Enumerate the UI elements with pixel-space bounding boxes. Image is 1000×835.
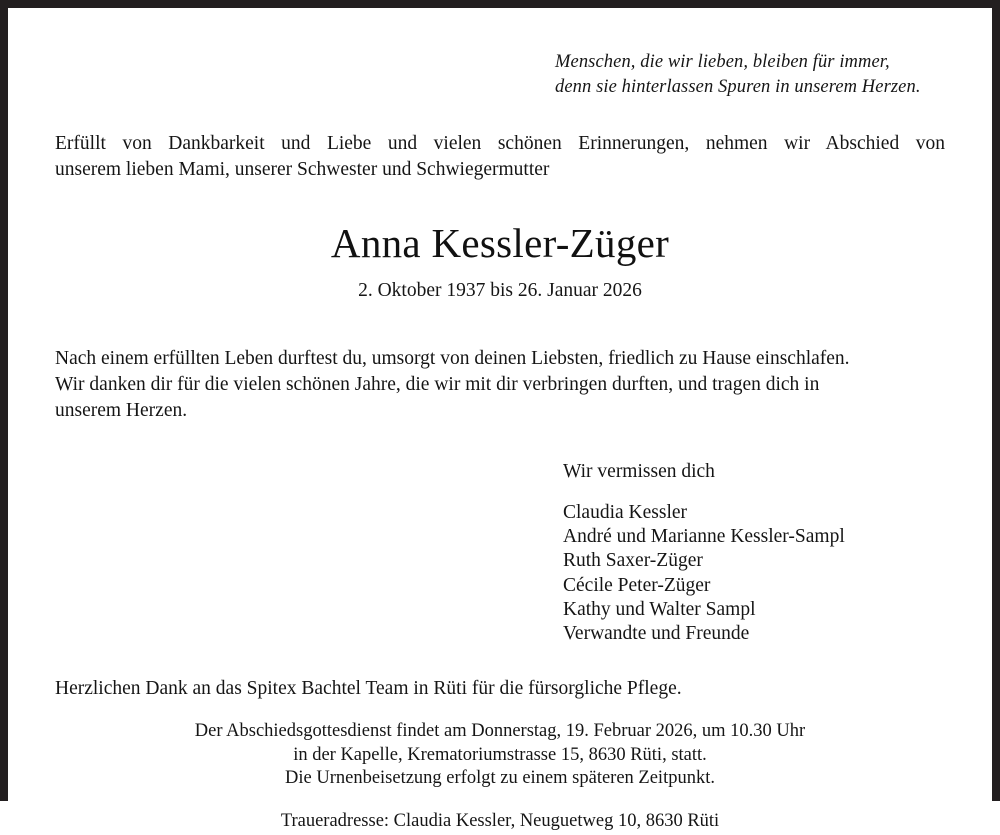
epigraph-line-2: denn sie hinterlassen Spuren in unserem Herzen. (555, 77, 921, 97)
service-line-3: Die Urnenbeisetzung erfolgt zu einem späteren Zeitpunkt. (285, 768, 715, 789)
mourning-address: Traueradresse: Claudia Kessler, Neuguetweg 10, 8630 Rüti (280, 810, 720, 831)
service-details (55, 720, 945, 791)
family-block (55, 460, 945, 646)
epigraph (55, 50, 945, 100)
deceased-name-block (55, 220, 945, 303)
remembrance-line-2: Wir danken dir für die vielen schönen Jahre, die wir mit dir verbringen durften, und tragen dich in (55, 374, 820, 395)
remembrance-line-3: unserem Herzen. (55, 400, 188, 421)
deceased-name: Anna Kessler-Züger (330, 220, 670, 266)
intro-line-1: Erfüllt von Dankbarkeit und Liebe und vielen schönen Erinnerungen, nehmen wir Abschied von (55, 133, 945, 154)
service-line-2: in der Kapelle, Krematoriumstrasse 15, 8630 Rüti, statt. (293, 744, 707, 765)
notice-inner (8, 50, 992, 835)
service-line-1: Der Abschiedsgottesdienst findet am Donnerstag, 19. Februar 2026, um 10.30 Uhr (194, 721, 806, 742)
family-member: Ruth Saxer-Züger (563, 550, 703, 572)
thanks-note: Herzlichen Dank an das Spitex Bachtel Team in Rüti für die fürsorgliche Pflege. (55, 678, 682, 700)
deceased-life-dates: 2. Oktober 1937 bis 26. Januar 2026 (358, 280, 642, 301)
remembrance-line-1: Nach einem erfüllten Leben durftest du, umsorgt von deinen Liebsten, friedlich zu Hause einschlafen. (55, 348, 850, 369)
family-heading: Wir vermissen dich (563, 461, 715, 482)
family-member: Claudia Kessler (563, 502, 688, 523)
remembrance-paragraph (55, 346, 945, 424)
family-member: Verwandte und Freunde (563, 623, 750, 645)
intro-line-2: unserem lieben Mami, unserer Schwester und Schwiegermutter (55, 158, 550, 180)
family-member: Cécile Peter-Züger (563, 574, 711, 596)
epigraph-line-1: Menschen, die wir lieben, bleiben für immer, (555, 52, 890, 72)
family-member: André und Marianne Kessler-Sampl (563, 526, 845, 548)
intro-paragraph (55, 131, 945, 182)
family-member: Kathy und Walter Sampl (563, 598, 756, 620)
